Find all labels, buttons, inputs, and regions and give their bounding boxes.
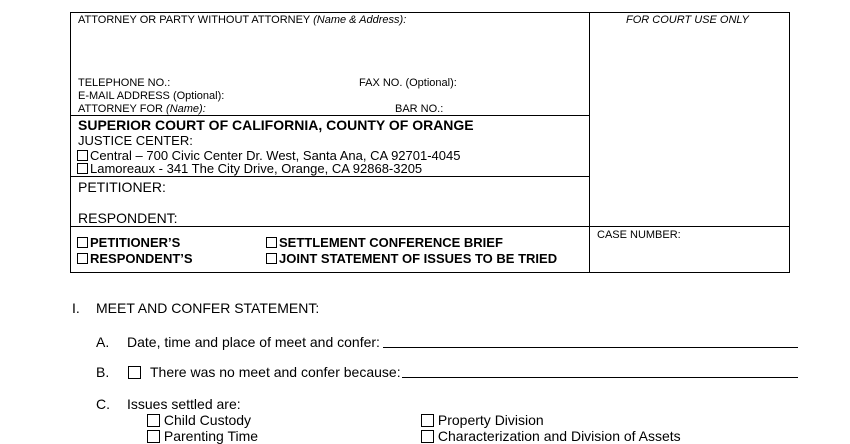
item-b-label: There was no meet and confer because: [150, 364, 401, 380]
settlement-brief-label: SETTLEMENT CONFERENCE BRIEF [279, 235, 503, 250]
settlement-brief-checkbox[interactable] [266, 237, 277, 248]
case-number-label: CASE NUMBER: [597, 229, 681, 241]
item-b-letter: B. [96, 364, 110, 380]
child-custody-label: Child Custody [163, 412, 252, 428]
respondents-checkbox[interactable] [77, 253, 88, 264]
parenting-time-label: Parenting Time [163, 428, 259, 444]
petitioners-option[interactable] [77, 235, 180, 250]
item-c-label: Issues settled are: [127, 396, 241, 412]
court-title: SUPERIOR COURT OF CALIFORNIA, COUNTY OF ORANGE [78, 117, 474, 133]
attorney-for-label: ATTORNEY FOR (Name): [78, 103, 206, 115]
issue-parenting-time[interactable] [147, 428, 258, 444]
court-use-only-label: FOR COURT USE ONLY [626, 14, 749, 26]
petitioners-checkbox[interactable] [77, 237, 88, 248]
petitioner-label: PETITIONER: [78, 179, 166, 195]
property-division-label: Property Division [437, 412, 544, 428]
location-central-label: Central – 700 Civic Center Dr. West, Santa Ana, CA 92701-4045 [90, 148, 461, 163]
location-lamoreaux-label: Lamoreaux - 341 The City Drive, Orange, CA 92868-3205 [90, 161, 423, 176]
bar-no-label: BAR NO.: [395, 103, 444, 115]
item-a-letter: A. [96, 334, 110, 350]
parties-divider [70, 176, 590, 177]
no-meet-confer-checkbox[interactable] [128, 366, 141, 379]
telephone-label: TELEPHONE NO.: [78, 77, 171, 89]
email-label: E-MAIL ADDRESS (Optional): [78, 90, 225, 102]
child-custody-checkbox[interactable] [147, 414, 160, 427]
court-divider [70, 115, 590, 116]
joint-statement-label: JOINT STATEMENT OF ISSUES TO BE TRIED [279, 251, 558, 266]
joint-statement-option[interactable] [266, 251, 557, 266]
no-meet-confer-reason-field[interactable] [402, 377, 798, 378]
respondent-label: RESPONDENT: [78, 210, 178, 226]
meet-confer-details-field[interactable] [383, 347, 798, 348]
joint-statement-checkbox[interactable] [266, 253, 277, 264]
section-number: I. [72, 300, 80, 316]
issue-property-division[interactable] [421, 412, 544, 428]
central-checkbox[interactable] [77, 150, 88, 161]
settlement-brief-option[interactable] [266, 235, 503, 250]
item-c-letter: C. [96, 396, 110, 412]
respondents-option-label: RESPONDENT’S [90, 251, 193, 266]
location-lamoreaux[interactable] [77, 161, 422, 176]
fax-label: FAX NO. (Optional): [359, 77, 457, 89]
petitioners-option-label: PETITIONER’S [90, 235, 181, 250]
respondents-option[interactable] [77, 251, 193, 266]
lamoreaux-checkbox[interactable] [77, 163, 88, 174]
justice-center-label: JUSTICE CENTER: [78, 133, 193, 148]
property-division-checkbox[interactable] [421, 414, 434, 427]
court-use-divider [589, 12, 590, 273]
characterization-label: Characterization and Division of Assets [437, 428, 681, 444]
section-title: MEET AND CONFER STATEMENT: [96, 300, 320, 316]
issue-child-custody[interactable] [147, 412, 251, 428]
doctype-divider [70, 226, 790, 227]
issue-characterization[interactable] [421, 428, 681, 444]
attorney-label: ATTORNEY OR PARTY WITHOUT ATTORNEY (Name & Address): [78, 14, 407, 26]
item-a-label: Date, time and place of meet and confer: [127, 334, 380, 350]
